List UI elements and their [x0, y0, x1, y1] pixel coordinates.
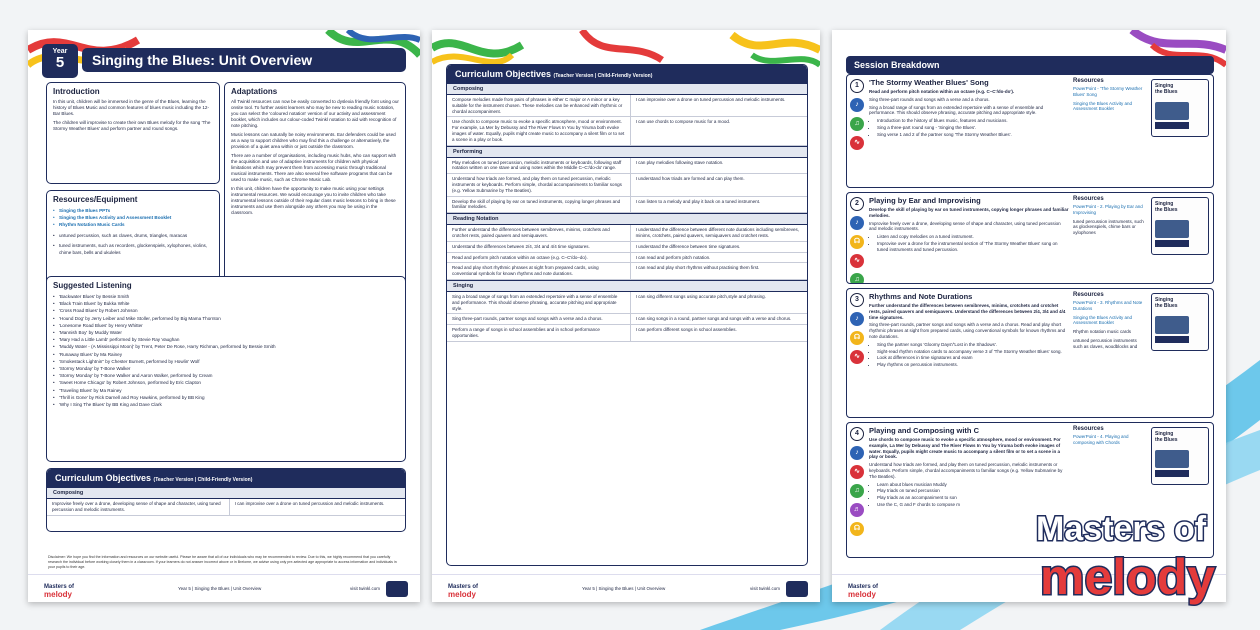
- resource-item[interactable]: • Rhythm Notation Music Cards: [53, 221, 213, 228]
- brand-line1: Masters of: [1036, 510, 1207, 548]
- resource-item[interactable]: Singing the Blues Activity and Assessment Booklet: [1073, 314, 1133, 326]
- music-note-icon: ♪: [850, 446, 864, 460]
- listening-item: • 'Why I Sing The Blues' by BB King and Dave Clark: [53, 401, 399, 408]
- twinkl-badge-icon: [386, 581, 408, 597]
- session-activities: [869, 234, 1069, 252]
- listening-item: • 'Mannish Boy' by Muddy Water: [53, 329, 399, 336]
- session-resources: [1073, 196, 1147, 239]
- teacher-objective: Play melodies on tuned percussion, melodic instruments or keyboards, following staff notation written on one stave and using notes within the Middle C–C'/do-do' range.: [447, 158, 631, 174]
- instrument-icon: ♫: [850, 117, 864, 131]
- curriculum-objectives-box: [46, 468, 406, 532]
- year-badge: [42, 44, 78, 78]
- session-resources: [1073, 426, 1147, 449]
- session-activity: • Sing the partner songs 'Gloomy Days'/'Lost in the Shadows'.: [877, 342, 1069, 348]
- music-note-icon: ♪: [850, 216, 864, 230]
- listening-item: • 'Smokestack Lightnin'' by Chester Burnett, performed by Howlin' Wolf: [53, 358, 399, 365]
- suggested-listening-box: [46, 276, 406, 462]
- composing-subheading: Composing: [47, 487, 405, 499]
- session-activities: [869, 342, 1069, 368]
- resource-item[interactable]: Singing the Blues Activity and Assessment Booklet: [1073, 100, 1133, 112]
- twinkl-badge-icon: [786, 581, 808, 597]
- pulse-icon: ∿: [850, 350, 864, 364]
- instrument-icon: ♫: [850, 273, 864, 284]
- session-activity: • Sing verse 1 and 2 of the partner song 'The Stormy Weather Blues'.: [877, 132, 1069, 138]
- session-content: [869, 426, 1069, 509]
- svg-text:melody: melody: [848, 590, 877, 599]
- thumbnail-caption-bar: [1155, 122, 1189, 129]
- adaptations-text: Music lessons can naturally be noisy environments. Ear defenders could be used as a way to support children who may find this a challenge or alternatively, the provision of a quiet area within or just outside the classroom.: [231, 132, 396, 149]
- thumbnail-caption-bar: [1155, 470, 1189, 477]
- curriculum-objectives-heading: Curriculum Objectives (Teacher Version | Child-Friendly Version): [47, 469, 405, 487]
- child-objective: I understand the difference between different note durations including semibreves, minims, crotchets, paired quavers, semiquavers and crotchet rests.: [635, 227, 800, 238]
- notation-icon: ♬: [850, 503, 864, 517]
- session-objective: Further understand the differences between semibreves, minims, crotchets and crotchet rests, paired quavers and semiquavers. Understand the differences between 2/4, 3/4 and 4/4 time signatures.: [869, 303, 1066, 320]
- session-title: 'The Stormy Weather Blues' Song: [869, 78, 989, 87]
- svg-text:melody: melody: [448, 590, 477, 599]
- session-number: 4: [850, 427, 864, 441]
- ear-icon: ☊: [850, 331, 864, 345]
- objective-sections: [447, 83, 807, 342]
- teacher-objective: Understand the differences between 2/4, 3/4 and 4/4 time signatures.: [447, 242, 631, 252]
- objective-row: [447, 292, 807, 314]
- session-objective: Use chords to compose music to evoke a specific atmosphere, mood or environment. For example, La Mer by Debussy and The River Flows In You by Yiruma both evoke images of water. Equally, pupils might create music to accompany a silent film or to set a scene in a play or book.: [869, 437, 1061, 460]
- page-footer: [432, 574, 820, 602]
- session-objective: Develop the skill of playing by ear on tuned instruments, copying longer phrases and familiar melodies.: [869, 207, 1069, 218]
- page-footer: [28, 574, 420, 602]
- curriculum-objectives-table: [446, 64, 808, 566]
- objective-row: [447, 225, 807, 242]
- brand-line2: melody: [1040, 549, 1216, 605]
- child-objective: I can play melodies following stave notation.: [635, 159, 724, 165]
- resource-item: tuned percussion instruments, such as glockenspiels, chime bars or xylophones: [1073, 218, 1144, 236]
- footer-link[interactable]: visit twinkl.com: [749, 586, 780, 591]
- objective-row: [447, 263, 807, 280]
- session-objective: Improvise freely over a drone, developing sense of shape and character, using tuned percussion and melodic instruments.: [869, 220, 1061, 232]
- teacher-objective: Further understand the differences between semibreves, minims, crotchets and crotchet rests, paired quavers and semiquavers.: [447, 225, 631, 241]
- adaptations-heading: Adaptations: [231, 87, 278, 96]
- thumbnail-title: Singing the Blues: [1155, 83, 1178, 95]
- introduction-heading: Introduction: [53, 87, 100, 96]
- resource-item[interactable]: • Singing the Blues Activity and Assessment Booklet: [53, 214, 213, 221]
- session-objective: Sing three-part rounds and songs with a verse and a chorus.: [869, 96, 990, 102]
- resource-item[interactable]: • Singing the Blues PPTs: [53, 207, 213, 214]
- session-title: Rhythms and Note Durations: [869, 292, 973, 301]
- curriculum-objectives-page: [432, 30, 820, 602]
- session-activity: • Improvise over a drone for the instrumental section of 'The Stormy Weather Blues' song on tuned instruments and tuned percussion.: [877, 241, 1069, 253]
- year-label: Year: [52, 48, 68, 55]
- objective-row: [447, 325, 807, 342]
- masters-of-melody-logo: [42, 580, 96, 600]
- adaptations-text: In this unit, children have the opportunity to make music using your settings instrumental resources. We would encourage you to invite children who take instrumental lessons outside of their regular class music lessons to bring in these instruments and use them alongside any others you may be using in the classroom.: [231, 186, 396, 215]
- masters-of-melody-logo: [446, 580, 500, 600]
- powerpoint-link[interactable]: PowerPoint - 3. Rhythms and Note Durations: [1073, 300, 1143, 311]
- svg-text:Masters of: Masters of: [44, 584, 75, 590]
- teacher-objective: Compose melodies made from pairs of phrases in either C major or A minor or a key suitable for the instrument chosen. These melodies can be enhanced with rhythmic or chordal accompaniment.: [447, 95, 631, 116]
- session-objective: Understand how triads are formed, and play them on tuned percussion, melodic instruments or keyboards. Perform simple, chordal accompaniments to familiar songs (e.g. Yellow Submarine by The Beatles).: [869, 462, 1063, 479]
- session-activity: • Play triads as an accompaniment to son: [877, 495, 1069, 501]
- listening-item: • 'Runaway Blues' by Ma Rainey: [53, 351, 399, 358]
- session-title: Playing and Composing with C: [869, 426, 980, 435]
- teacher-objective: Perform a range of songs in school assemblies and in school performance opportunities.: [447, 325, 631, 341]
- child-objective: I can listen to a melody and play it back on a tuned instrument.: [635, 198, 761, 204]
- session-activities: [869, 118, 1069, 137]
- powerpoint-link[interactable]: PowerPoint - 2. Playing by Ear and Improvising: [1073, 204, 1143, 215]
- teacher-objective: Sing a broad range of songs from an extended repertoire with a sense of ensemble and performance. This should observe phrasing, accurate pitching and appropriate style.: [447, 292, 631, 313]
- introduction-text: In this unit, children will be immersed in the genre of the Blues, learning the history of Blues Music and common features of blues music including the 12-Bar Blues.: [53, 99, 210, 116]
- listening-list: [53, 293, 399, 408]
- resource-item: • untuned percussion, such as claves, drums, triangles, maracas: [53, 232, 213, 239]
- resource-item: untuned percussion instruments such as claves, woodblocks and: [1073, 337, 1138, 349]
- session-breakdown-heading: Session Breakdown: [846, 56, 1214, 74]
- objective-subheading: Reading Notation: [447, 213, 807, 225]
- adaptations-text: There are a number of organisations, including music hubs, who can support with the acquisition and use of adaptive instruments for children with physical limitations which may prevent them from accessing music through traditional musical instruments. There are also several free software programs that can be used to make music, such as Chrome Music Lab.: [231, 153, 397, 182]
- year-number: 5: [55, 54, 65, 71]
- listening-item: • 'Stormy Monday' by T-Bone Walker and Aaron Walker, performed by Cream: [53, 372, 399, 379]
- powerpoint-thumbnail[interactable]: [1151, 197, 1209, 255]
- session-title: Playing by Ear and Improvising: [869, 196, 981, 205]
- session-content: [869, 78, 1069, 139]
- objective-subheading: Singing: [447, 280, 807, 292]
- resources-heading: Resources: [1073, 78, 1104, 84]
- listening-item: • 'Cross Road Blues' by Robert Johnson: [53, 307, 399, 314]
- ear-icon: ☊: [850, 235, 864, 249]
- resource-item: Rhythm notation music cards: [1073, 329, 1132, 335]
- thumbnail-caption-bar: [1155, 336, 1189, 343]
- child-objective: I understand the difference between time signatures.: [635, 243, 741, 249]
- session-objective: Read and perform pitch notation within an octave (e.g. C–C'/do-do').: [869, 89, 1015, 94]
- session-number: 2: [850, 197, 864, 211]
- resources-heading: Resources: [1073, 292, 1104, 298]
- ear-icon: ☊: [850, 522, 864, 536]
- footer-title: Year 5 | Singing the Blues | Unit Overview: [582, 586, 666, 591]
- page-title: Singing the Blues: Unit Overview: [82, 48, 406, 72]
- thumbnail-image: [1155, 102, 1189, 120]
- objective-row: [447, 197, 807, 214]
- session-activity: • Use the C, G and F chords to compose m: [877, 502, 1069, 508]
- session-icons: [850, 293, 868, 369]
- suggested-listening-heading: Suggested Listening: [53, 281, 132, 290]
- music-note-icon: ♪: [850, 98, 864, 112]
- powerpoint-thumbnail[interactable]: [1151, 427, 1209, 485]
- objective-row: [447, 242, 807, 253]
- unit-overview-page: [28, 30, 420, 602]
- session-icons: [850, 79, 868, 155]
- adaptations-box: [224, 82, 406, 298]
- listening-item: • 'Hound Dog' by Jerry Leiber and Mike Stoller, performed by Big Mama Thornton: [53, 315, 399, 322]
- child-objective: I can read and play short rhythms without practising them first.: [635, 265, 760, 271]
- masters-of-melody-logo: [846, 580, 900, 600]
- instrument-icon: ♫: [850, 484, 864, 498]
- resources-heading: Resources: [1073, 426, 1104, 432]
- teacher-objective: Use chords to compose music to evoke a specific atmosphere, mood or environment. For example, La Mer by Debussy and The River Flows In You by Yiruma both evoke images of water. Equally, pupils might create music to accompany a silent film or to set a scene in a play or book.: [447, 117, 631, 144]
- objective-row: [447, 117, 807, 145]
- session-activity: • Play triads on tuned percussion: [877, 488, 1069, 494]
- resources-list: [53, 207, 213, 256]
- teacher-objective: Understand how triads are formed, and play them on tuned percussion, melodic instruments or keyboards. Perform simple, chordal accompaniments to familiar songs (e.g. Yellow Submarine by The Beatles).: [447, 174, 631, 195]
- session-resources: [1073, 292, 1147, 353]
- resources-heading: Resources: [1073, 196, 1104, 202]
- objective-row: [447, 95, 807, 117]
- thumbnail-image: [1155, 450, 1189, 468]
- listening-item: • 'Thrill is Gone' by Rick Darnell and Roy Hawkins, performed by BB King: [53, 394, 399, 401]
- powerpoint-thumbnail[interactable]: [1151, 79, 1209, 137]
- thumbnail-title: Singing the Blues: [1155, 431, 1178, 443]
- listening-item: • 'Traveling Blues' by Ma Rainey: [53, 387, 399, 394]
- music-note-icon: ♪: [850, 312, 864, 326]
- listening-item: • 'Sweet Home Chicago' by Robert Johnson, performed by Eric Clapton: [53, 379, 399, 386]
- child-objective: I can perform different songs in school assemblies.: [635, 327, 737, 333]
- thumbnail-image: [1155, 316, 1189, 334]
- disclaimer-text: Disclaimer: We hope you find the information and resources on our website useful. Please be aware that all of our individuals who may be recommended to review. Due to this, we highly recommend that you carefully research the individual before working closely them in a classroom. If your learners do not answer incorrect above or in Brelome, we advise using only pre-selected age appropriate to access information and individuals in your pupils to their age.: [48, 555, 397, 569]
- introduction-box: [46, 82, 220, 184]
- objective-row: [447, 158, 807, 175]
- session-icons: [850, 197, 868, 284]
- listening-item: • 'Lonesome Road Blues' by Henry Whitter: [53, 322, 399, 329]
- session-resources: [1073, 78, 1147, 115]
- powerpoint-thumbnail[interactable]: [1151, 293, 1209, 351]
- session-card: [846, 74, 1214, 188]
- adaptations-text: All Twinkl resources can now be easily converted to dyslexia friendly font using our onsite tool. To further assist learners who may be new to reading music notation, you can select the 'coloured notation' version of our activity and assessment booklet, which includes our colour-coded Twinkl notation to aid with recognition of note pitching.: [231, 99, 399, 128]
- child-objective: I can use chords to compose music for a mood.: [635, 119, 731, 125]
- session-number: 3: [850, 293, 864, 307]
- thumbnail-title: Singing the Blues: [1155, 201, 1178, 213]
- masters-of-melody-brand-logo: [1030, 498, 1250, 608]
- session-activity: • Introduction to the history of blues music, features and musicians.: [877, 118, 1069, 124]
- session-card: [846, 288, 1214, 418]
- thumbnail-caption-bar: [1155, 240, 1189, 247]
- listening-item: • 'Muddy Water - (A Mississippi Moon)' by Trent, Peter De Rose, Harry Richman, performed by Bessie Smith: [53, 343, 399, 350]
- svg-text:Masters of: Masters of: [448, 584, 479, 590]
- pulse-icon: ∿: [850, 136, 864, 150]
- objective-subheading: Composing: [447, 83, 807, 95]
- session-activity: • Listen and copy melodies on a tuned instrument.: [877, 234, 1069, 240]
- teacher-objective: Sing three-part rounds, partner songs and songs with a verse and a chorus.: [447, 314, 631, 324]
- resources-heading: Resources/Equipment: [53, 195, 138, 204]
- svg-text:Masters of: Masters of: [848, 584, 879, 590]
- objective-row: [447, 314, 807, 325]
- session-activity: • Learn about blues musician Muddy: [877, 482, 1069, 488]
- pulse-icon: ∿: [850, 254, 864, 268]
- thumbnail-image: [1155, 220, 1189, 238]
- session-content: [869, 196, 1069, 254]
- objective-row: Improvise freely over a drone, developing sense of shape and character, using tuned percussion and melodic instruments. I can improvise over a drone on tuned percussion and melodic instruments.: [47, 499, 405, 516]
- session-number: 1: [850, 79, 864, 93]
- footer-link[interactable]: visit twinkl.com: [349, 586, 380, 591]
- introduction-text: The children will improvise to create their own Blues melody for the song 'The Stormy Weather Blues' and perform partner and round songs.: [53, 120, 211, 131]
- teacher-objective: Develop the skill of playing by ear on tuned instruments, copying longer phrases and familiar melodies.: [447, 197, 631, 213]
- child-objective: I can improvise over a drone on tuned percussion and melodic instruments.: [635, 97, 786, 102]
- child-objective: I can read and perform pitch notation.: [635, 254, 711, 260]
- session-icons: [850, 427, 868, 541]
- session-objective: Sing three-part rounds, partner songs and songs with a verse and a chorus. Read and play short rhythmic phrases at sight from prepared cards, using conventional symbols for known rhythms and note durations.: [869, 322, 1066, 339]
- footer-title: Year 5 | Singing the Blues | Unit Overview: [178, 586, 262, 591]
- listening-item: • 'Mary Had a Little Lamb' performed by Stevie Ray Vaughan: [53, 336, 399, 343]
- listening-item: • 'Black Train Blues' by Bukka White: [53, 300, 399, 307]
- session-activity: • Play rhythms on percussion instruments.: [877, 362, 1069, 368]
- session-activity: • Sing a three-part round song - 'Singing the Blues'.: [877, 125, 1069, 131]
- thumbnail-title: Singing the Blues: [1155, 297, 1178, 309]
- resource-item: • tuned instruments, such as recorders, glockenspiels, xylophones, violins, chime bars, bells and ukuleles: [53, 242, 213, 256]
- session-objective: Sing a broad range of songs from an extended repertoire with a sense of ensemble and performance. This should observe phrasing, accurate pitching and appropriate style.: [869, 104, 1044, 116]
- curriculum-objectives-heading: Curriculum Objectives (Teacher Version | Child-Friendly Version): [447, 65, 807, 83]
- teacher-objective: Read and play short rhythmic phrases at sight from prepared cards, using conventional symbols for known rhythms and note durations.: [447, 263, 631, 279]
- child-objective: I can sing songs in a round, partner songs and songs with a verse and chorus.: [635, 316, 792, 322]
- child-objective: I can sing different songs using accurate pitch,style and phrasing.: [635, 293, 766, 299]
- session-card: [846, 192, 1214, 284]
- session-activity: • Sight-read rhythm notation cards to accompany verse 3 of 'The Stormy Weather Blues' song.: [877, 349, 1069, 355]
- powerpoint-link[interactable]: PowerPoint - 'The Stormy Weather Blues' Song: [1073, 86, 1143, 97]
- listening-item: • 'Backwater Blues' by Bessie Smith: [53, 293, 399, 300]
- session-content: [869, 292, 1069, 369]
- listening-item: • 'Stormy Monday' by T-Bone Walker: [53, 365, 399, 372]
- teacher-objective: Read and perform pitch notation within an octave (e.g. C–C'/do–do).: [447, 253, 631, 263]
- objective-subheading: Performing: [447, 146, 807, 158]
- session-activity: • Look at differences in time signatures and exam: [877, 355, 1069, 361]
- child-objective: I understand how triads are formed and can play them.: [635, 176, 745, 182]
- objective-row: [447, 174, 807, 196]
- objective-row: [447, 253, 807, 264]
- svg-text:melody: melody: [44, 590, 73, 599]
- pulse-icon: ∿: [850, 465, 864, 479]
- powerpoint-link[interactable]: PowerPoint - 4. Playing and composing with Chords: [1073, 434, 1129, 445]
